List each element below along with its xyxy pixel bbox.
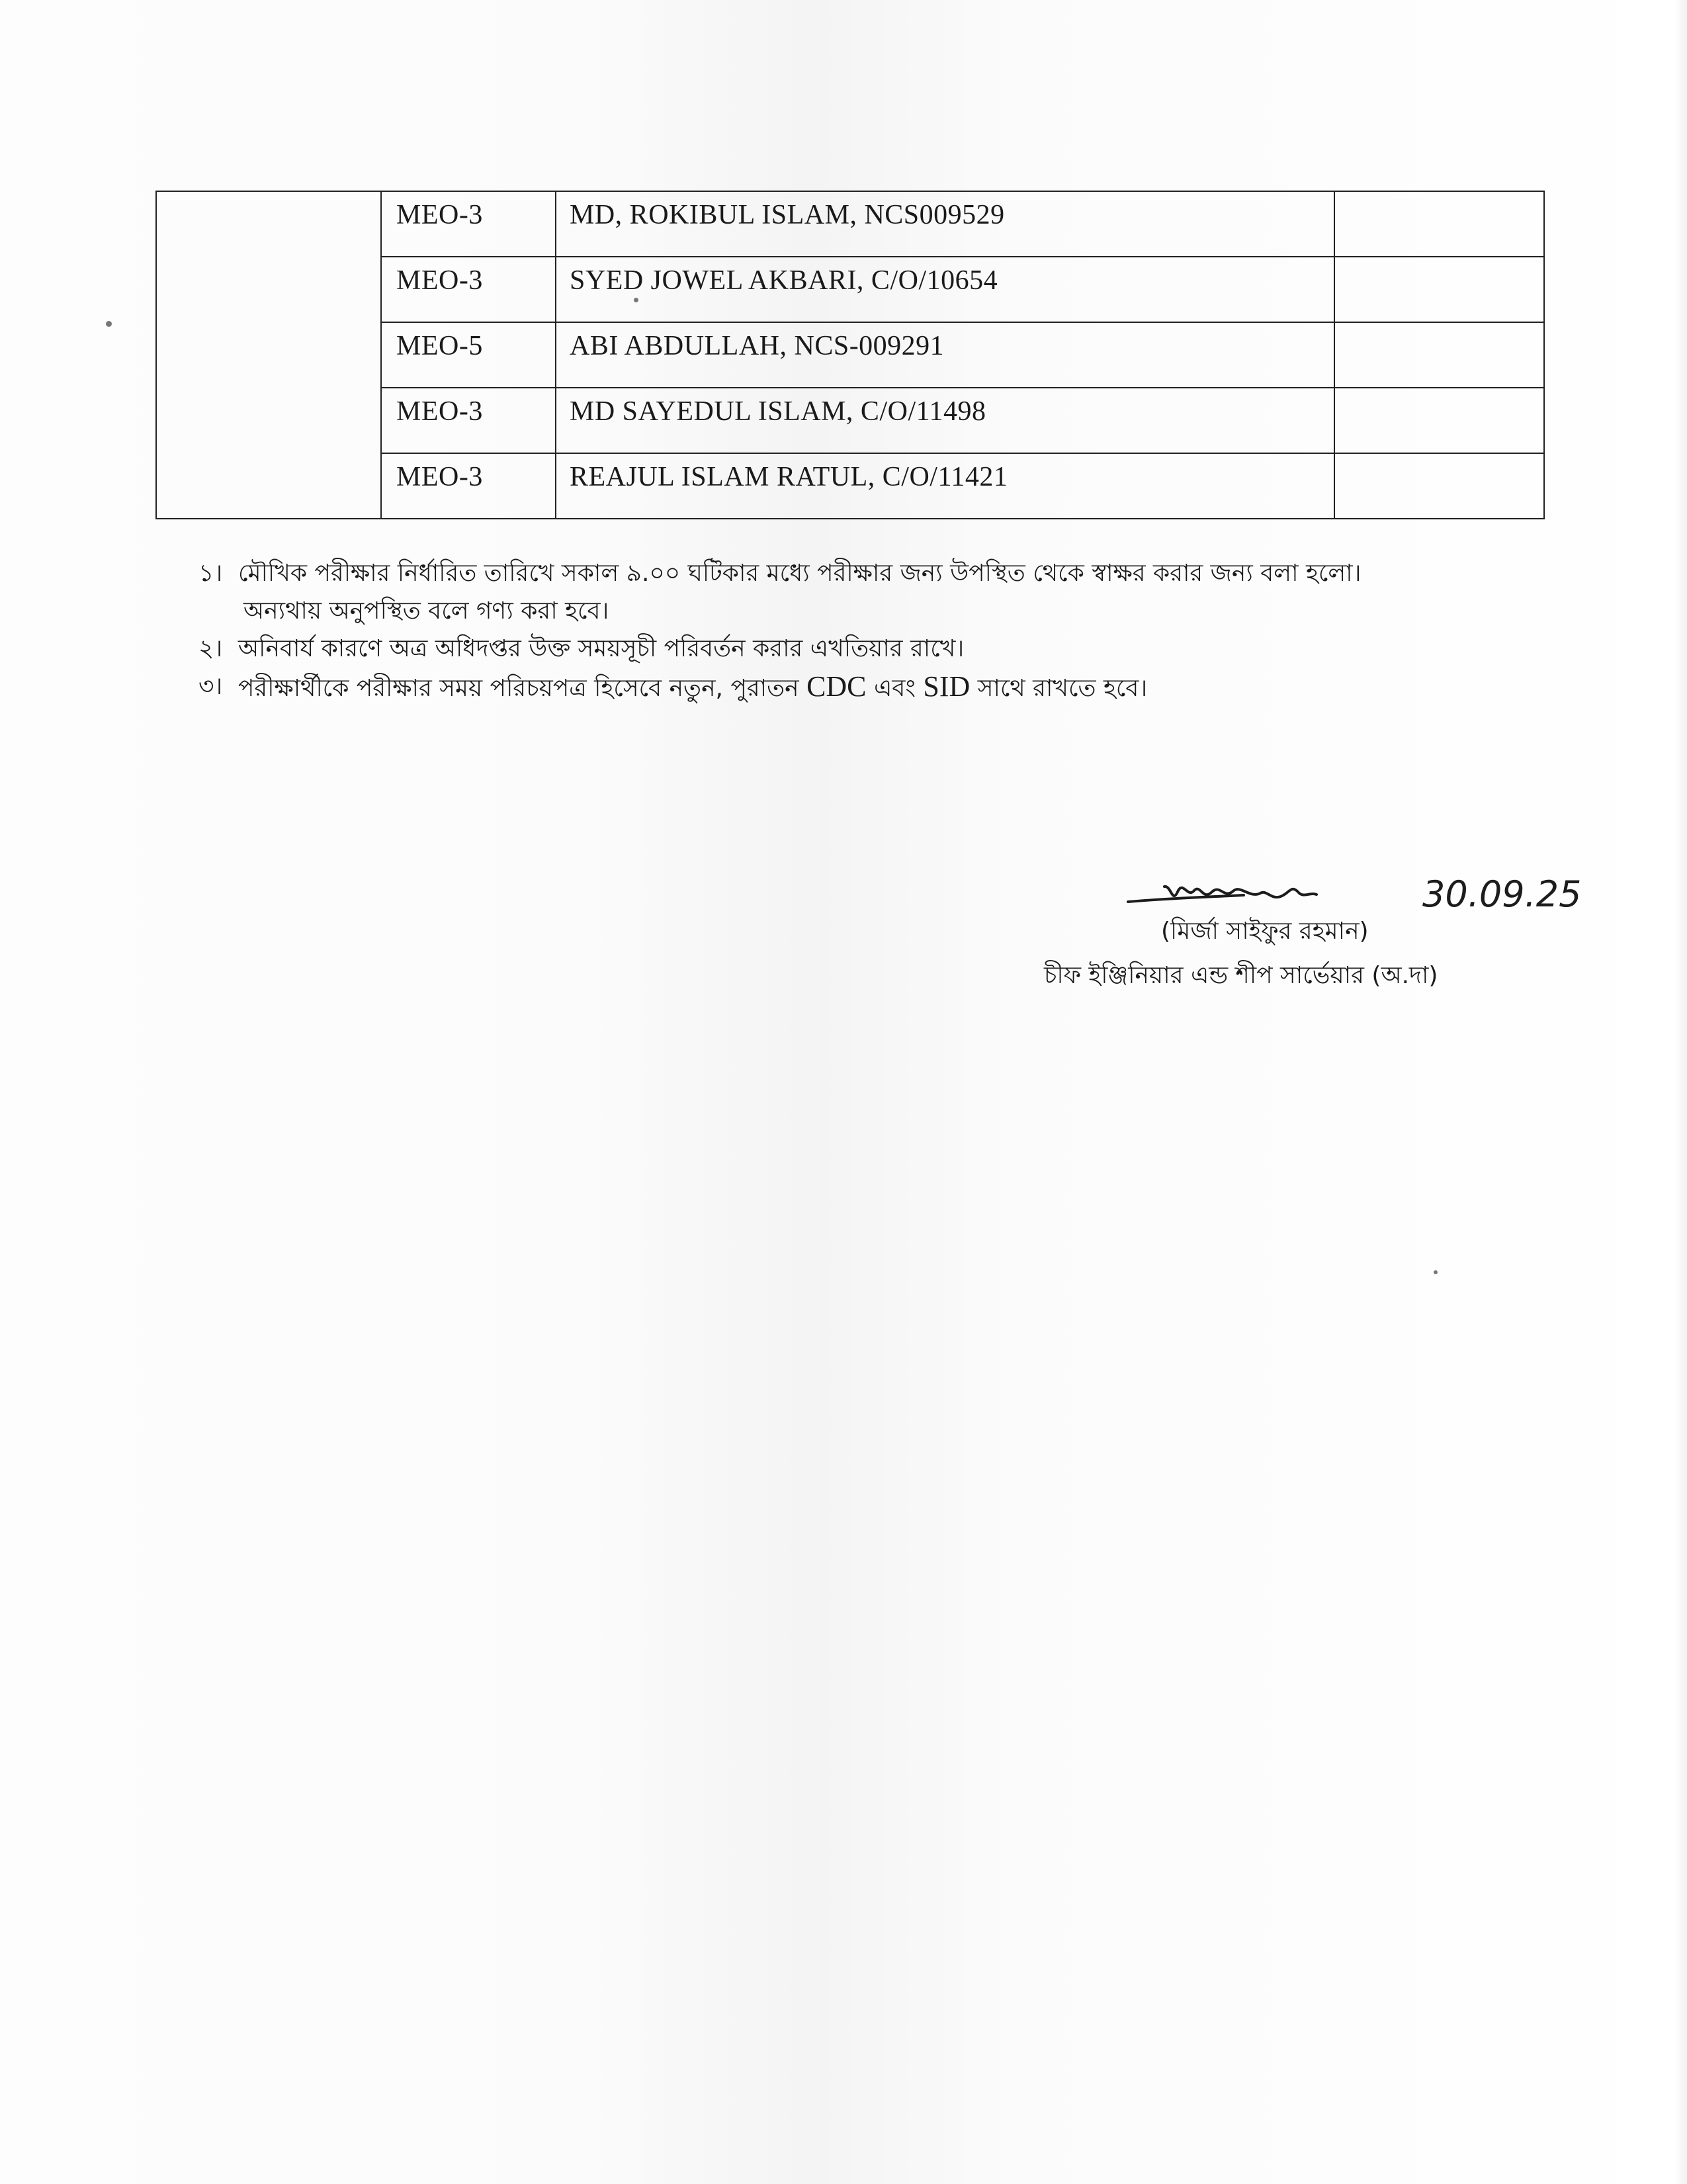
signatory-title: চীফ ইঞ্জিনিয়ার এন্ড শীপ সার্ভেয়ার (অ.দা) xyxy=(1044,962,1438,989)
instruction-line: অন্যথায় অনুপস্থিত বলে গণ্য করা হবে। xyxy=(243,597,609,625)
instruction-item xyxy=(198,630,1555,668)
rank-text: MEO-3 xyxy=(396,265,483,296)
rank-text: MEO-3 xyxy=(396,396,483,427)
signature-date: 30.09.25 xyxy=(1422,873,1582,915)
rank-cell xyxy=(381,388,556,453)
instruction-text xyxy=(238,554,1555,630)
candidate-table xyxy=(155,191,1545,519)
rank-text: MEO-3 xyxy=(396,462,483,492)
candidate-cell xyxy=(556,191,1334,257)
cdc-term: CDC xyxy=(806,670,867,703)
instruction-segment: সাথে রাখতে হবে। xyxy=(970,675,1148,702)
table-row xyxy=(156,191,1544,257)
table-merged-cell xyxy=(156,191,381,519)
blank-cell xyxy=(1334,322,1544,388)
rank-text: MEO-3 xyxy=(396,200,483,230)
candidate-text: MD SAYEDUL ISLAM, C/O/11498 xyxy=(570,396,986,427)
instruction-text xyxy=(238,630,1555,668)
candidate-text: REAJUL ISLAM RATUL, C/O/11421 xyxy=(570,462,1008,492)
rank-cell xyxy=(381,453,556,519)
scan-speck xyxy=(1434,1270,1438,1274)
sid-term: SID xyxy=(923,670,971,703)
instruction-segment: পরীক্ষার্থীকে পরীক্ষার সময় পরিচয়পত্র হিসেবে নতুন, পুরাতন xyxy=(238,675,807,702)
instruction-line: মৌখিক পরীক্ষার নির্ধারিত তারিখে সকাল ৯.০০ ঘটিকার মধ্যে পরীক্ষার জন্য উপস্থিত থেকে স্বাক্ষর করার জন্য বলা হলো। xyxy=(238,560,1362,587)
instruction-line: অনিবার্য কারণে অত্র অধিদপ্তর উক্ত সময়সূচী পরিবর্তন করার এখতিয়ার রাখে। xyxy=(238,635,965,662)
rank-cell xyxy=(381,257,556,322)
instruction-item xyxy=(198,554,1555,630)
candidate-cell xyxy=(556,257,1334,322)
rank-text: MEO-5 xyxy=(396,331,483,361)
blank-cell xyxy=(1334,453,1544,519)
candidate-text: ABI ABDULLAH, NCS-009291 xyxy=(570,331,945,361)
scan-speck xyxy=(106,321,112,327)
instruction-item xyxy=(198,668,1555,707)
candidate-text: MD, ROKIBUL ISLAM, NCS009529 xyxy=(570,200,1005,230)
blank-cell xyxy=(1334,191,1544,257)
instruction-number: ১। xyxy=(198,560,223,587)
blank-cell xyxy=(1334,388,1544,453)
candidate-cell xyxy=(556,322,1334,388)
candidate-text: SYED JOWEL AKBARI, C/O/10654 xyxy=(570,265,998,296)
instruction-number: ২। xyxy=(198,635,223,662)
instruction-number: ৩। xyxy=(198,673,223,700)
blank-cell xyxy=(1334,257,1544,322)
candidate-cell xyxy=(556,453,1334,519)
rank-cell xyxy=(381,322,556,388)
instructions-list xyxy=(198,554,1555,707)
instruction-segment: এবং xyxy=(866,675,924,702)
scan-edge-shadow xyxy=(1675,0,1687,2184)
signatory-name: (মির্জা সাইফুর রহমান) xyxy=(1161,918,1369,945)
candidate-cell xyxy=(556,388,1334,453)
instruction-text xyxy=(238,668,1555,707)
rank-cell xyxy=(381,191,556,257)
